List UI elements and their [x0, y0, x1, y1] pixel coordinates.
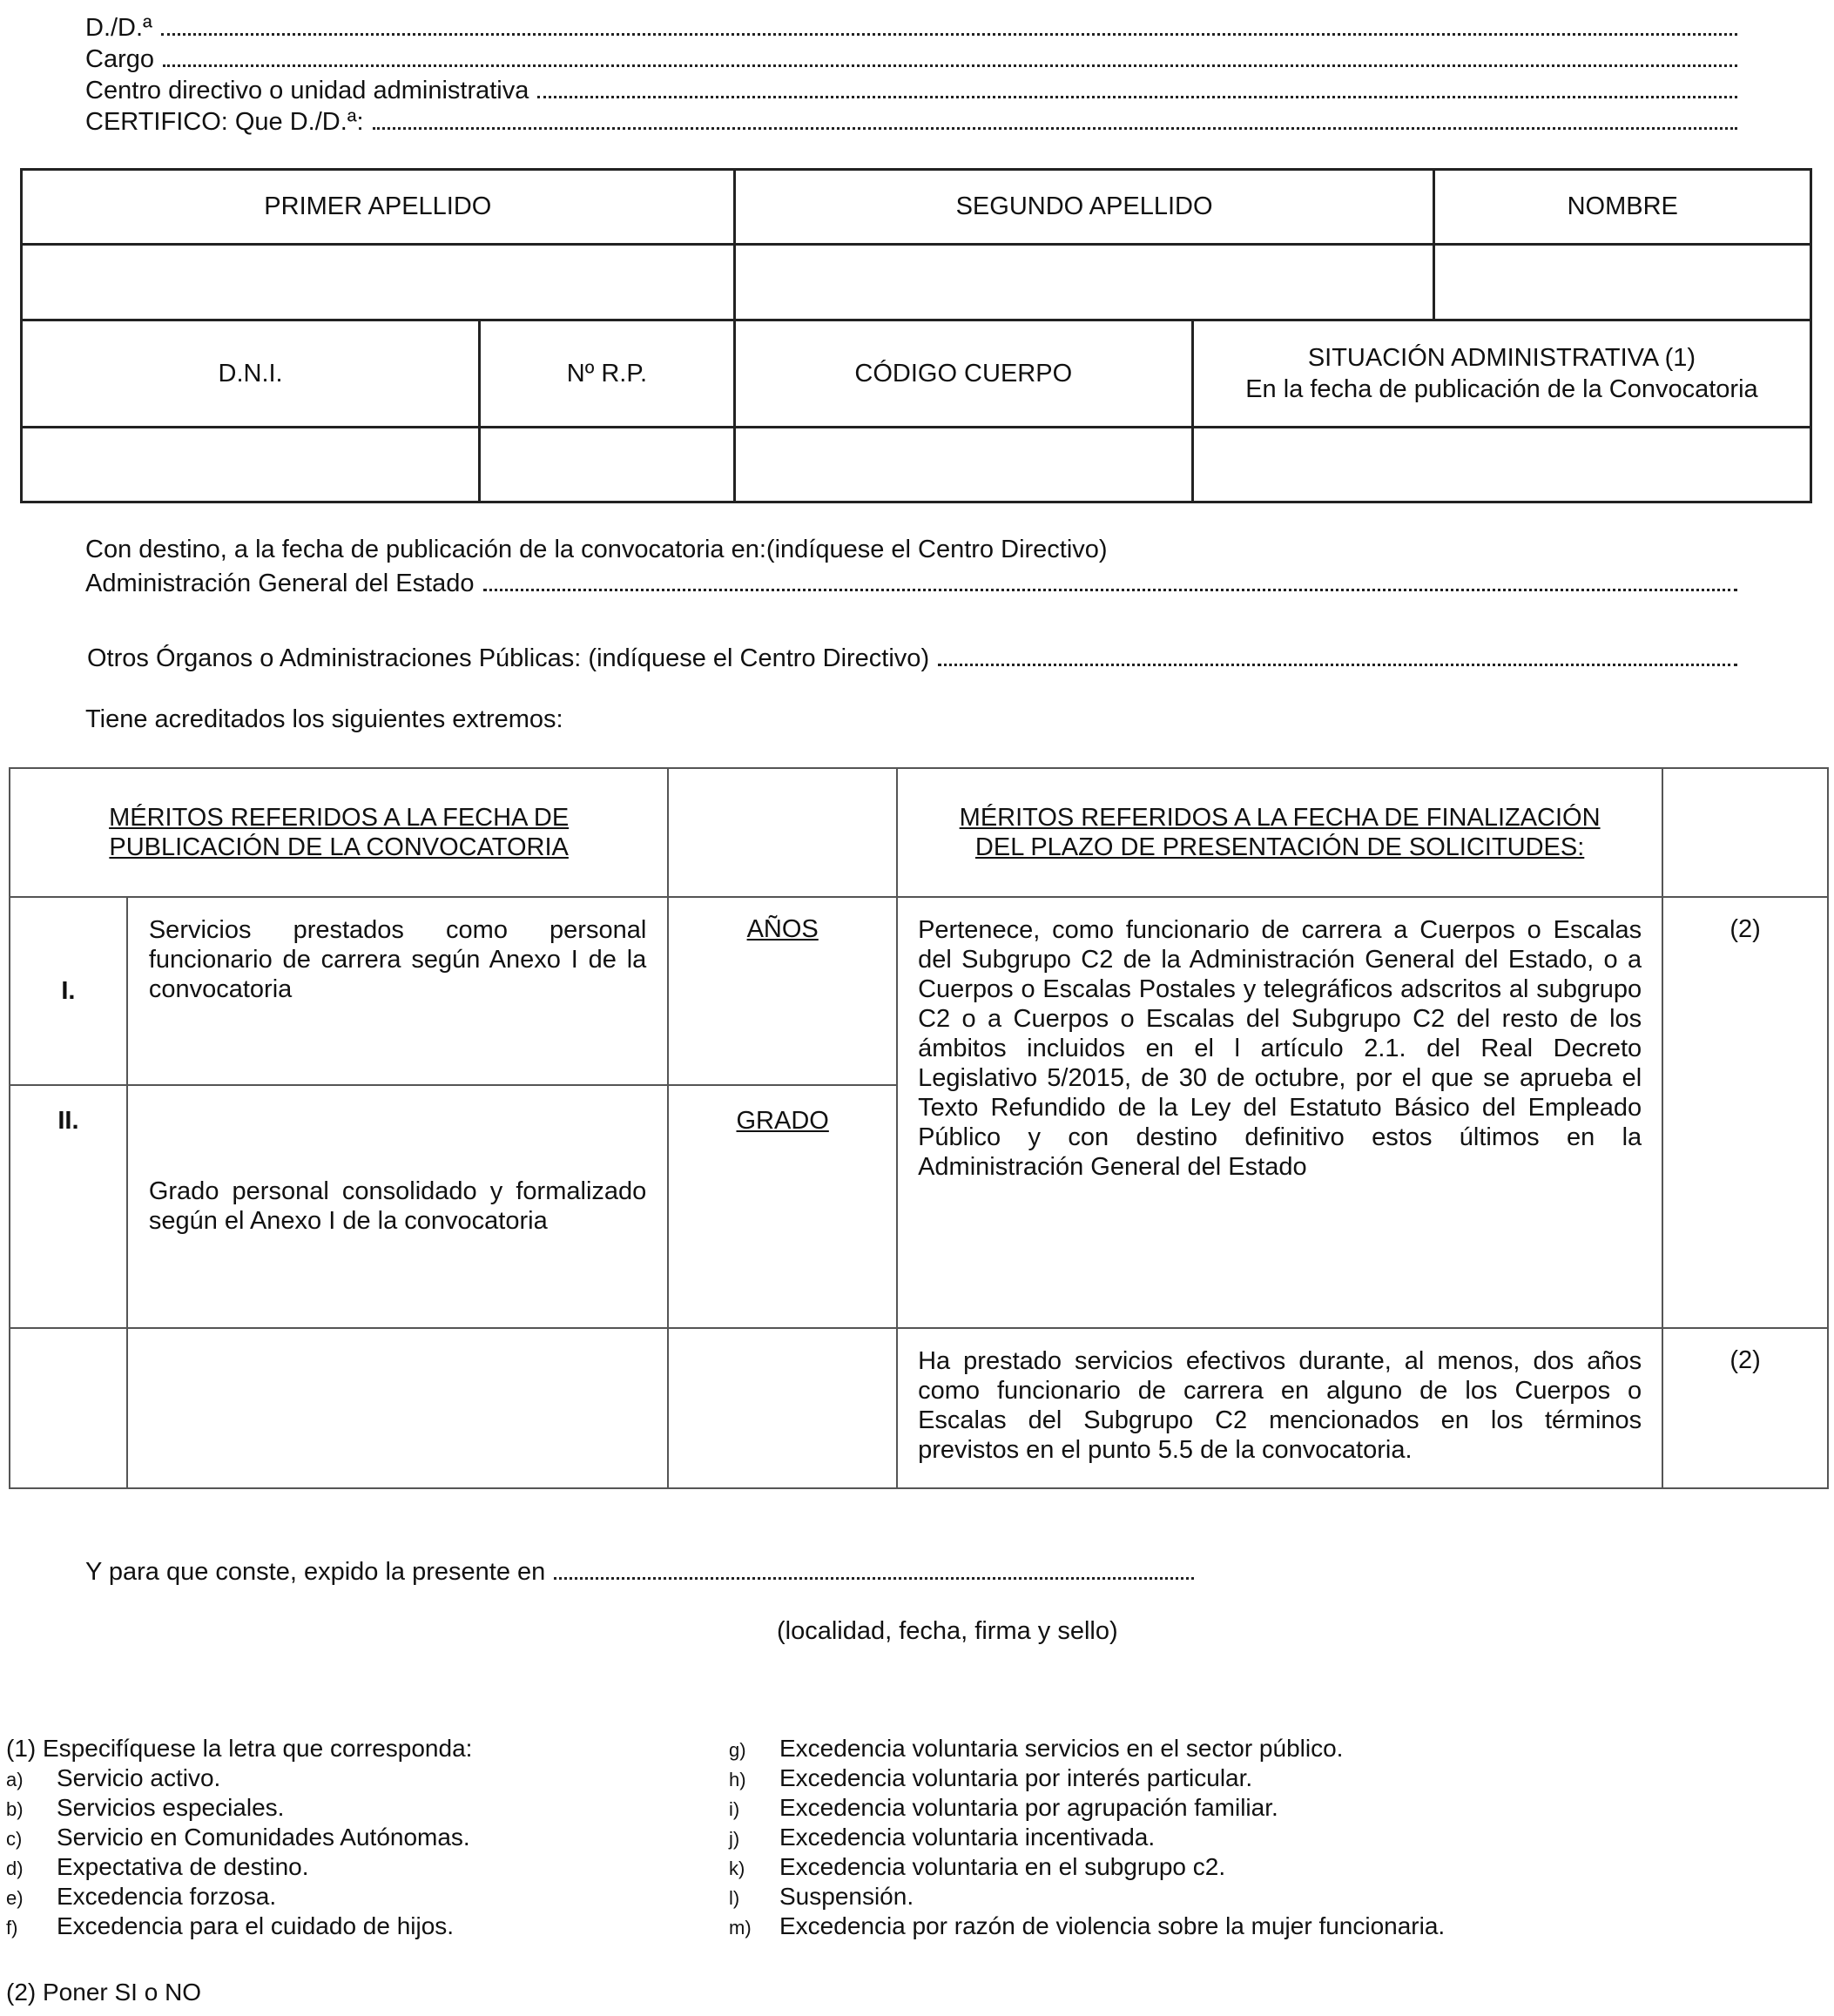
cargo-label: Cargo [85, 45, 154, 73]
header-right-line1: MÉRITOS REFERIDOS A LA FECHA DE FINALIZACIÓN [959, 804, 1601, 832]
header-left-line1: MÉRITOS REFERIDOS A LA FECHA DE [109, 804, 570, 832]
footnote-item: j) Excedencia voluntaria incentivada. [729, 1824, 1156, 1851]
row2-number: II. [10, 1085, 127, 1328]
row1-number: I. [10, 897, 127, 1085]
dd-label: D./D.ª [85, 14, 152, 42]
header-right-line2: DEL PLAZO DE PRESENTACIÓN DE SOLICITUDES: [974, 833, 1585, 861]
codigo-cuerpo-field[interactable] [734, 428, 1192, 502]
dni-header: D.N.I. [22, 320, 480, 428]
footnote-item: f) Excedencia para el cuidado de hijos. [6, 1912, 455, 1939]
footnote-item: l) Suspensión. [729, 1883, 914, 1910]
dd-fill[interactable] [161, 10, 1737, 36]
age-line[interactable] [85, 566, 1737, 597]
footnote-item: c) Servicio en Comunidades Autónomas. [6, 1824, 470, 1851]
cargo-fill[interactable] [163, 42, 1737, 67]
firma-caption: (localidad, fecha, firma y sello) [777, 1617, 1118, 1645]
dni-field[interactable] [22, 428, 480, 502]
age-fill[interactable] [483, 566, 1737, 591]
nrp-field[interactable] [480, 428, 735, 502]
nombre-field[interactable] [1434, 245, 1811, 320]
situacion-subtitle: En la fecha de publicación de la Convocatoria [1245, 375, 1758, 403]
situacion-header [1192, 320, 1810, 428]
row2-text: Grado personal consolidado y formalizado según el Anexo I de la convocatoria [127, 1085, 668, 1328]
footnote-1-title: (1) Especifíquese la letra que corresponda: [6, 1735, 473, 1762]
segundo-apellido-header: SEGUNDO APELLIDO [734, 170, 1434, 245]
footnote-item: e) Excedencia forzosa. [6, 1883, 277, 1910]
acreditados-text: Tiene acreditados los siguientes extremos: [85, 705, 563, 733]
right1-text: Pertenece, como funcionario de carrera a Cuerpos o Escalas del Subgrupo C2 de la Administración General del Estado, o a Cuerpos o Escalas Postales y telegráficos adscritos al subgrupo C2 o a Cuerpos o Escalas del Subgrupo C2 del resto de los ámbitos incluidos en el l artículo 2.1. del Real Decreto Legislativo 5/2015, de 30 de octubre, por el que se aprueba el Texto Refundido de la Ley del Estatuto Básico del Empleado Público y con destino definitivo estos últimos en la Administración General del Estado [897, 897, 1662, 1328]
primer-apellido-field[interactable] [22, 245, 735, 320]
footnote-item: k) Excedencia voluntaria en el subgrupo c2. [729, 1853, 1226, 1880]
age-label: Administración General del Estado [85, 570, 475, 597]
centro-label: Centro directivo o unidad administrativa [85, 77, 529, 105]
identity-table [20, 168, 1812, 503]
otros-fill[interactable] [938, 641, 1737, 666]
nrp-header: Nº R.P. [480, 320, 735, 428]
footnote-item: b) Servicios especiales. [6, 1794, 285, 1821]
merits-header-mark-blank [1662, 768, 1828, 897]
merits-table [9, 767, 1829, 1489]
certifico-fill[interactable] [373, 105, 1737, 130]
nombre-header: NOMBRE [1434, 170, 1811, 245]
footnote-item: h) Excedencia voluntaria por interés particular. [729, 1764, 1253, 1791]
row1-unit-cell[interactable] [668, 897, 897, 1085]
centro-fill[interactable] [537, 73, 1737, 98]
right2-mark[interactable]: (2) [1662, 1328, 1828, 1488]
header-line-certifico[interactable] [85, 105, 1737, 136]
header-left-line2: PUBLICACIÓN DE LA CONVOCATORIA [109, 833, 569, 861]
footnote-item: d) Expectativa de destino. [6, 1853, 309, 1880]
conste-line[interactable] [85, 1554, 1194, 1586]
merits-header-right [897, 768, 1662, 897]
situacion-title: SITUACIÓN ADMINISTRATIVA (1) [1307, 344, 1696, 372]
merits-header-blank [668, 768, 897, 897]
situacion-field[interactable] [1192, 428, 1810, 502]
certifico-label: CERTIFICO: Que D./D.ª: [85, 108, 364, 136]
row2-unit-cell[interactable] [668, 1085, 897, 1328]
header-line-dd[interactable] [85, 10, 1737, 42]
segundo-apellido-field[interactable] [734, 245, 1434, 320]
right1-mark[interactable]: (2) [1662, 897, 1828, 1328]
destino-intro: Con destino, a la fecha de publicación de la convocatoria en:(indíquese el Centro Directivo) [85, 536, 1108, 563]
conste-label: Y para que conste, expido la presente en [85, 1558, 546, 1586]
otros-label: Otros Órganos o Administraciones Públicas: (indíquese el Centro Directivo) [87, 644, 930, 672]
row1-unit: AÑOS [746, 915, 819, 943]
right2-text: Ha prestado servicios efectivos durante, al menos, dos años como funcionario de carrera en alguno de los Cuerpos o Escalas del Subgrupo C2 mencionados en los términos previstos en el punto 5.5 de la convocatoria. [897, 1328, 1662, 1488]
header-line-centro[interactable] [85, 73, 1737, 105]
codigo-cuerpo-header: CÓDIGO CUERPO [734, 320, 1192, 428]
merits-header-left [10, 768, 668, 897]
row3-blank-unit [668, 1328, 897, 1488]
footnote-item: a) Servicio activo. [6, 1764, 221, 1791]
otros-line[interactable] [87, 641, 1737, 672]
row2-unit: GRADO [736, 1107, 829, 1135]
primer-apellido-header: PRIMER APELLIDO [22, 170, 735, 245]
footnote-2: (2) Poner SI o NO [6, 1979, 202, 2006]
header-line-cargo[interactable] [85, 42, 1737, 73]
row3-blank-text [127, 1328, 668, 1488]
row3-blank-number [10, 1328, 127, 1488]
footnote-item: g) Excedencia voluntaria servicios en el sector público. [729, 1735, 1344, 1762]
conste-fill[interactable] [554, 1554, 1194, 1580]
footnote-item: m) Excedencia por razón de violencia sobre la mujer funcionaria. [729, 1912, 1446, 1939]
footnote-item: i) Excedencia voluntaria por agrupación familiar. [729, 1794, 1278, 1821]
row1-text: Servicios prestados como personal funcionario de carrera según Anexo I de la convocatoria [127, 897, 668, 1085]
